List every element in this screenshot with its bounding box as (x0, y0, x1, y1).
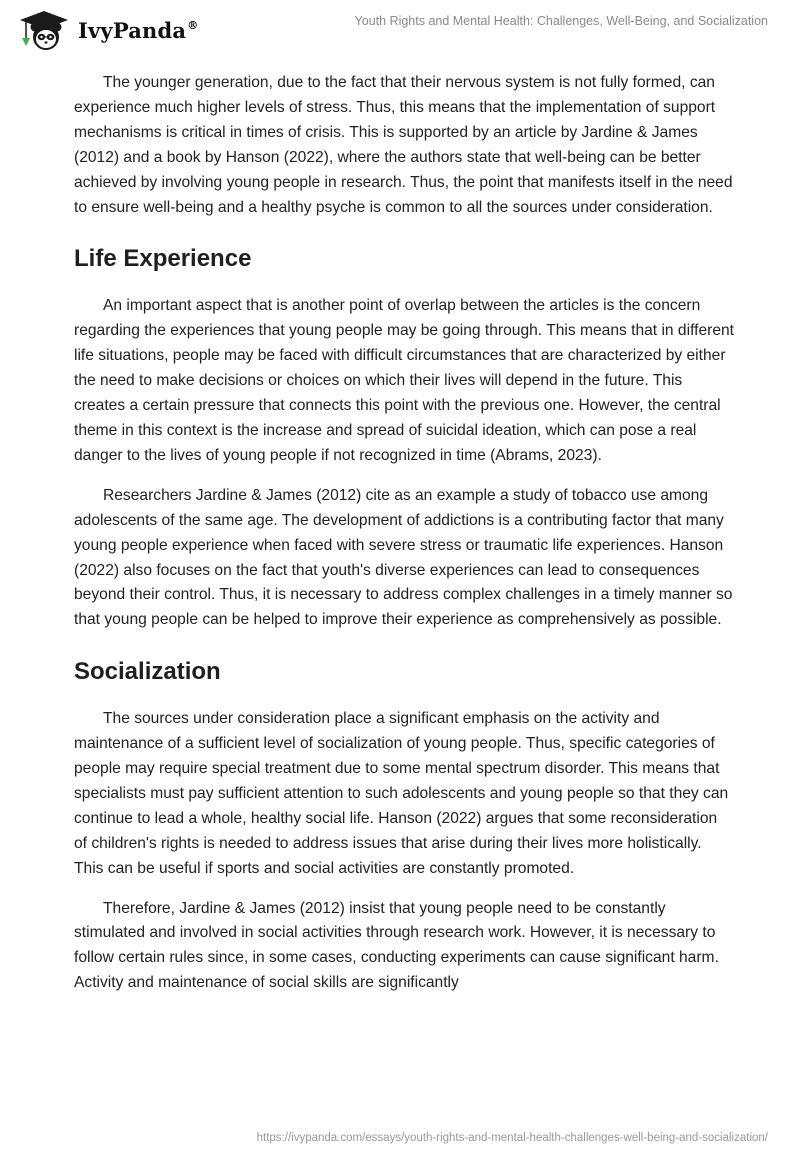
document-title: Youth Rights and Mental Health: Challenges, Well-Being, and Socialization (354, 14, 768, 28)
source-url[interactable]: https://ivypanda.com/essays/youth-rights-and-mental-health-challenges-well-being-and-socialization/ (256, 1132, 768, 1144)
paragraph: An important aspect that is another point of overlap between the articles is the concern regarding the experiences that young people may be going through. This means that in different life situations, people may be faced with difficult circumstances that are characterized by either the need to make decisions or choices on which their lives will depend in the future. This creates a certain pressure that connects this point with the previous one. However, the central theme in this context is the increase and spread of suicidal ideation, which can pose a real danger to the lives of young people if not recognized in time (Abrams, 2023). (74, 297, 734, 464)
intro-paragraph: The younger generation, due to the fact that their nervous system is not fully formed, can experience much higher levels of stress. Thus, this means that the implementation of support mechanisms is critical in times of crisis. This is supported by an article by Jardine & James (2012) and a book by Hanson (2022), where the authors state that well-being can be better achieved by involving young people in research. Thus, the point that manifests itself in the need to ensure well-being and a healthy psyche is common to all the sources under consideration. (74, 74, 733, 216)
section-heading-life-experience: Life Experience (74, 245, 252, 273)
paragraph: Researchers Jardine & James (2012) cite as an example a study of tobacco use among adolescents of the same age. The development of addictions is a contributing factor that many young people experience when faced with severe stress or traumatic life experiences. Hanson (2022) also focuses on the fact that youth's diverse experiences can lead to consequences beyond their control. Thus, it is necessary to address complex challenges in a timely manner so that young people can be helped to improve their experience as comprehensively as possible. (74, 486, 733, 629)
brand-name: IvyPanda® (78, 17, 199, 43)
essay-body (74, 71, 734, 1011)
brand-logo[interactable] (14, 8, 198, 52)
page-header (0, 0, 800, 60)
panda-graduate-icon (14, 8, 74, 52)
paragraph: Therefore, Jardine & James (2012) insist that young people need to be constantly stimulated and involved in social activities through research work. However, it is necessary to follow certain rules since, in some cases, conducting experiments can cause significant harm. Activity and maintenance of social skills are significantly (74, 899, 719, 992)
paragraph: The sources under consideration place a significant emphasis on the activity and maintenance of a sufficient level of socialization of young people. Thus, specific categories of people may require special treatment due to some mental spectrum disorder. This means that specialists must pay sufficient attention to such adolescents and young people so that they can continue to lead a whole, healthy social life. Hanson (2022) argues that some reconsideration of children's rights is needed to address issues that arise during their lives more holistically. This can be useful if sports and social activities are constantly promoted. (74, 710, 729, 877)
section-heading-socialization: Socialization (74, 658, 221, 686)
